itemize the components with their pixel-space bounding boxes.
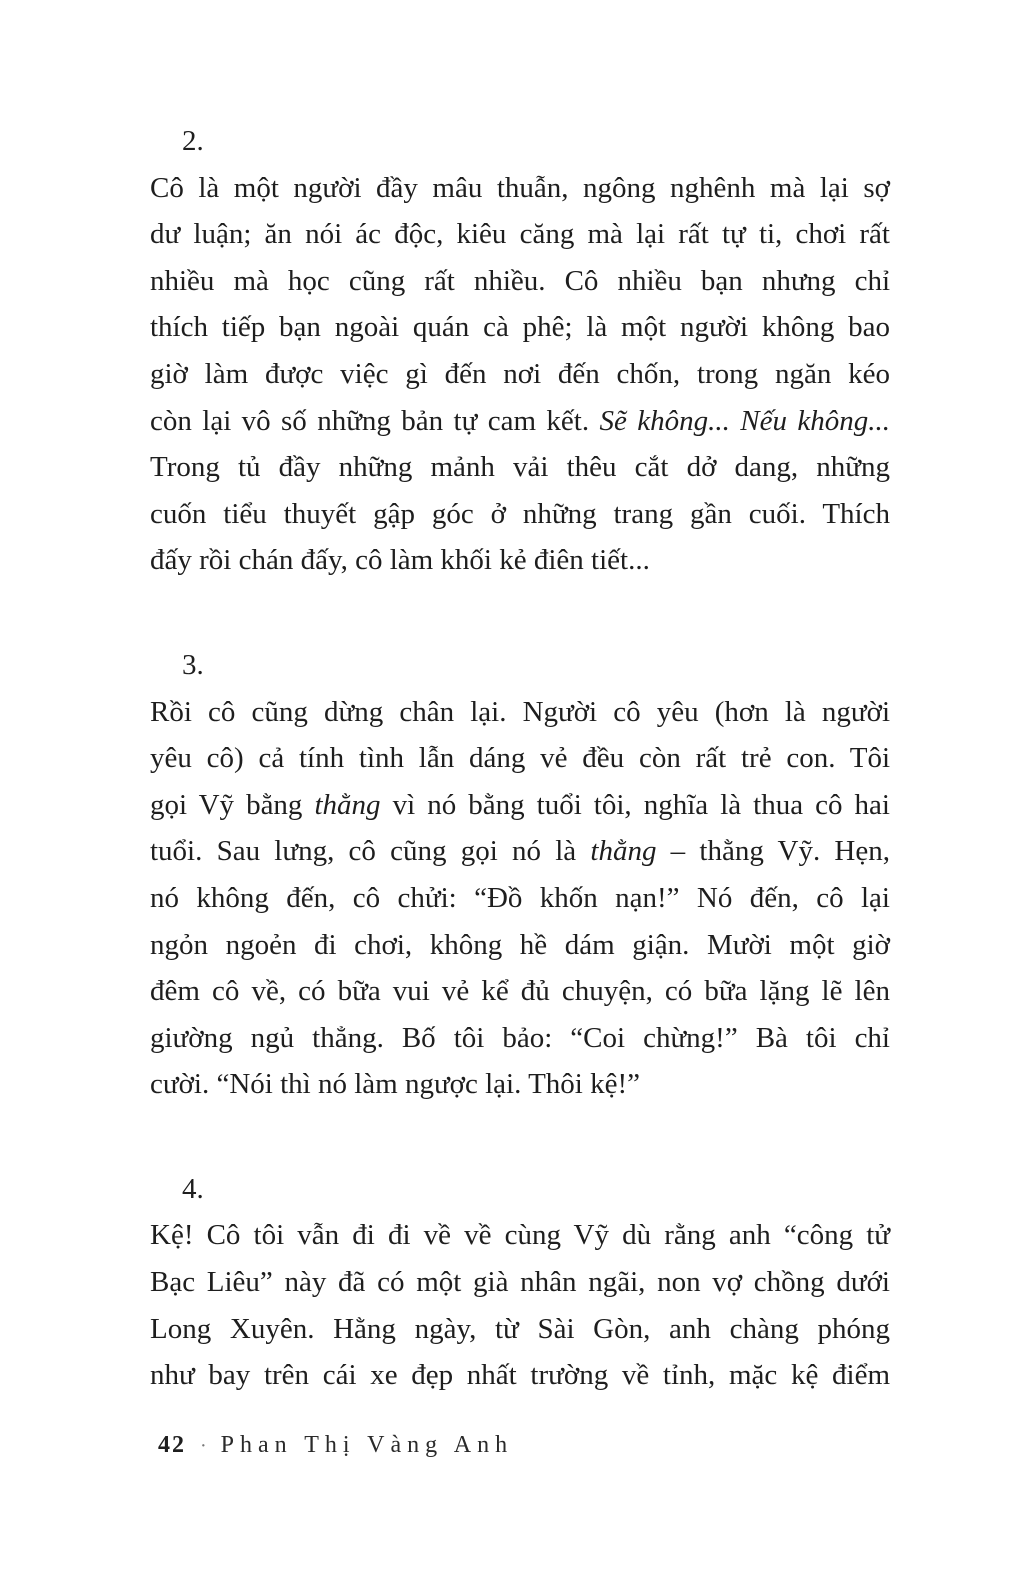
footer-author-name: Phan Thị Vàng Anh	[220, 1432, 514, 1458]
section-number: 3.	[182, 648, 204, 681]
text-run: dư luận; ăn nói ác độc, kiêu căng mà lại rất tự ti, chơi rất	[150, 218, 890, 251]
text-run: giờ làm được việc gì đến nơi đến chốn, trong ngăn kéo	[150, 357, 890, 390]
text-line	[150, 782, 890, 829]
section-number: 4.	[182, 1172, 204, 1205]
italic-text-run: thằng	[590, 835, 657, 868]
section	[150, 118, 890, 584]
section-number: 2.	[182, 125, 204, 157]
text-run: yêu cô) cả tính tình lẫn dáng vẻ đều còn rất trẻ con. Tôi	[150, 742, 890, 775]
text-run: tuổi. Sau lưng, cô cũng gọi nó là	[150, 835, 591, 868]
text-line	[150, 735, 890, 782]
page-footer	[158, 1432, 898, 1459]
text-run: đấy rồi chán đấy, cô làm khối kẻ điên tiết...	[150, 544, 650, 577]
text-line	[150, 1061, 890, 1108]
text-run: Long Xuyên. Hằng ngày, từ Sài Gòn, anh chàng phóng	[150, 1312, 890, 1345]
text-line	[150, 1259, 890, 1306]
text-line	[150, 351, 890, 398]
text-run: nhiều mà học cũng rất nhiều. Cô nhiều bạn nhưng chỉ	[150, 264, 890, 297]
text-run: gọi Vỹ bằng	[150, 788, 315, 821]
text-line	[150, 875, 890, 922]
text-line	[150, 165, 890, 212]
text-run: cuốn tiểu thuyết gập góc ở những trang gần cuối. Thích	[150, 497, 890, 530]
footer-separator-dot: ·	[200, 1435, 207, 1457]
text-run: – thằng Vỹ. Hẹn,	[656, 835, 890, 868]
text-run: giường ngủ thẳng. Bố tôi bảo: “Coi chừng!” Bà tôi chỉ	[150, 1021, 890, 1054]
page-number: 42	[158, 1432, 186, 1458]
text-run: còn lại vô số những bản tự cam kết.	[150, 404, 600, 437]
text-run: ngỏn ngoẻn đi chơi, không hề dám giận. Mười một giờ	[150, 928, 890, 961]
text-run: cười. “Nói thì nó làm ngược lại. Thôi kệ!”	[150, 1068, 641, 1101]
text-line	[150, 1015, 890, 1062]
text-line	[150, 304, 890, 351]
text-line	[150, 1352, 890, 1399]
text-run: nó không đến, cô chửi: “Đồ khốn nạn!” Nó đến, cô lại	[150, 881, 890, 914]
text-block	[150, 118, 890, 1399]
section	[150, 1166, 890, 1399]
text-line	[150, 444, 890, 491]
italic-text-run: thằng	[314, 788, 381, 821]
text-line	[150, 258, 890, 305]
text-run: Cô là một người đầy mâu thuẫn, ngông nghênh mà lại sợ	[150, 171, 890, 204]
text-run: Rồi cô cũng dừng chân lại. Người cô yêu (hơn là người	[150, 695, 890, 728]
text-line	[150, 398, 890, 445]
text-line	[150, 211, 890, 258]
text-line	[150, 1306, 890, 1353]
text-run: Trong tủ đầy những mảnh vải thêu cắt dở dang, những	[150, 451, 890, 484]
text-line	[150, 1212, 890, 1259]
text-run: vì nó bằng tuổi tôi, nghĩa là thua cô hai	[380, 788, 890, 821]
section	[150, 642, 890, 1108]
text-run: thích tiếp bạn ngoài quán cà phê; là một người không bao	[150, 311, 890, 344]
text-line	[150, 968, 890, 1015]
text-line	[150, 689, 890, 736]
text-run: Bạc Liêu” này đã có một già nhân ngãi, non vợ chồng dưới	[150, 1266, 890, 1299]
italic-text-run: Sẽ không... Nếu không...	[599, 404, 890, 437]
text-line	[150, 922, 890, 969]
text-run: Kệ! Cô tôi vẫn đi đi về về cùng Vỹ dù rằng anh “công tử	[150, 1219, 890, 1252]
text-line	[150, 537, 890, 584]
text-run: như bay trên cái xe đẹp nhất trường về tỉnh, mặc kệ điểm	[150, 1359, 890, 1392]
text-line	[150, 491, 890, 538]
text-run: đêm cô về, có bữa vui vẻ kể đủ chuyện, có bữa lặng lẽ lên	[150, 975, 890, 1008]
text-line	[150, 828, 890, 875]
